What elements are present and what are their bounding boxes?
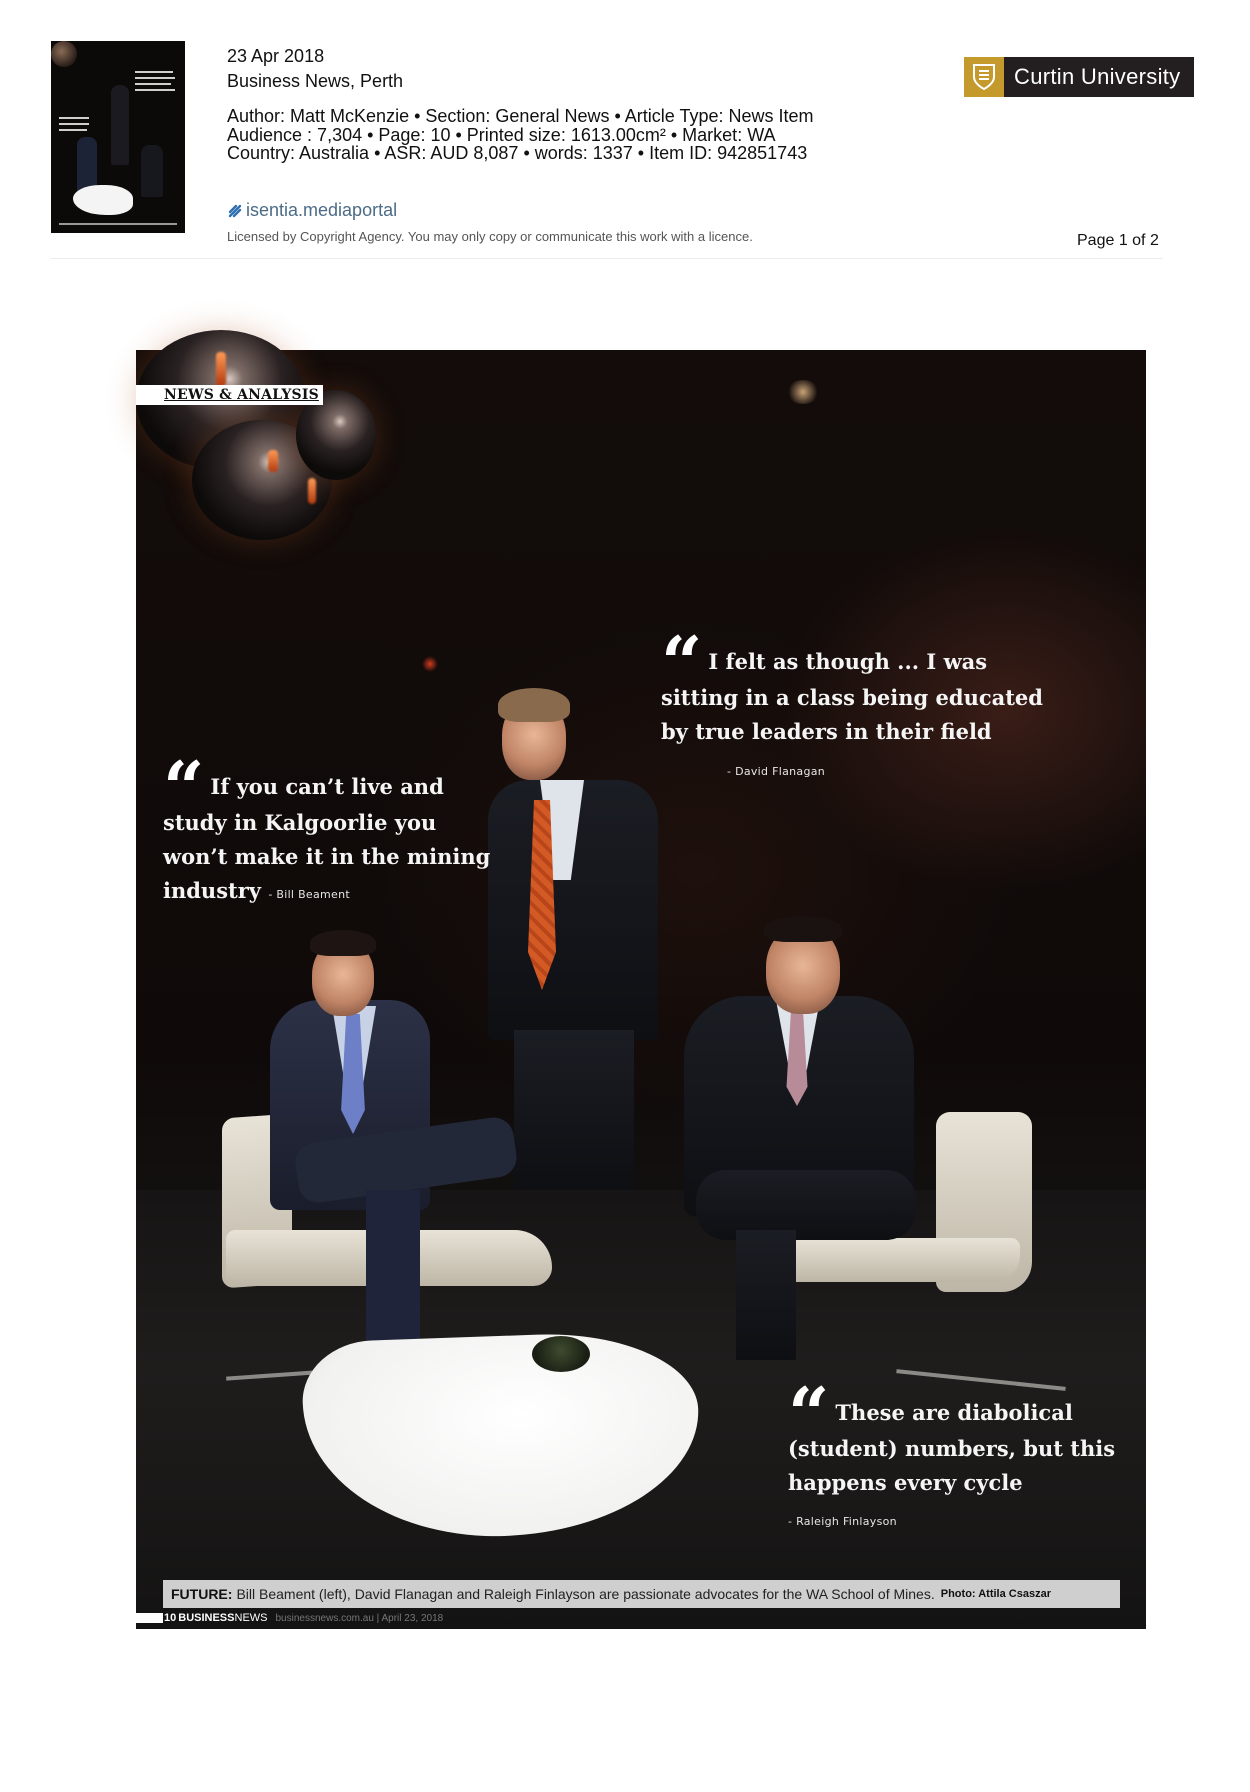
quote-mark-icon: “ [661,620,703,705]
licence-notice: Licensed by Copyright Agency. You may only copy or communicate this work with a licence. [227,229,753,244]
isentia-mark-icon [227,203,243,219]
footer-brand-rest: NEWS [234,1612,268,1624]
footer-page-number: 10 [164,1612,177,1624]
curtin-university-logo [964,57,1194,97]
quote-attribution: - Bill Beament [268,888,351,901]
quote-line: won’t make it in the mining [163,844,491,869]
footer-website: businessnews.com.au | April 23, 2018 [275,1612,444,1624]
armchair-right-seat [770,1238,1020,1282]
quote-line: (student) numbers, but this [788,1436,1116,1461]
publication-name: Business News, Perth [227,71,404,91]
caption-text: Bill Beament (left), David Flanagan and Raleigh Finlayson are passionate advocates for the WA School of Mines. [236,1586,935,1602]
photo-caption [163,1580,1120,1608]
page-indicator: Page 1 of 2 [1077,232,1159,249]
quote-line: If you can’t live and [210,774,444,799]
quote-david-flanagan [661,620,1043,749]
shield-icon [964,57,1004,97]
quote-mark-icon: “ [788,1371,830,1456]
article-meta-line-2: Audience : 7,304 • Page: 10 • Printed size: 1613.00cm² • Market: WA [227,125,776,145]
article-meta-line-3: Country: Australia • ASR: AUD 8,087 • words: 1337 • Item ID: 942851743 [227,143,808,163]
quote-line: sitting in a class being educated [661,685,1043,710]
portal-name: isentia.mediaportal [246,200,398,220]
footer-brand-bold: BUSINESS [178,1612,235,1624]
section-title: NEWS & ANALYSIS [164,387,319,403]
isentia-portal-logo [227,200,397,221]
article-thumbnail[interactable] [51,41,185,233]
quote-line: I felt as though ... I was [708,649,988,674]
quote-mark-icon: “ [163,745,205,830]
quote-attribution: - Raleigh Finlayson [788,1515,897,1528]
quote-line: happens every cycle [788,1470,1023,1495]
header-divider [51,258,1163,259]
page-footer [136,1611,443,1625]
section-tag [136,385,323,405]
photo-credit: Photo: Attila Csaszar [940,1588,1051,1600]
table-plant [532,1336,590,1372]
quote-line: study in Kalgoorlie you [163,810,437,835]
quote-line: These are diabolical [835,1400,1073,1425]
quote-raleigh-finlayson [788,1371,1116,1500]
logo-text: Curtin University [1014,64,1181,89]
article-photo [136,350,1146,1629]
footer-bar [136,1613,163,1623]
caption-label: FUTURE: [171,1586,233,1602]
quote-line: industry [163,878,261,903]
quote-line: by true leaders in their field [661,719,992,744]
quote-bill-beament [163,745,491,912]
article-date: 23 Apr 2018 [227,46,325,66]
article-meta-line-1: Author: Matt McKenzie • Section: General News • Article Type: News Item [227,106,814,126]
quote-attribution: - David Flanagan [727,765,826,778]
